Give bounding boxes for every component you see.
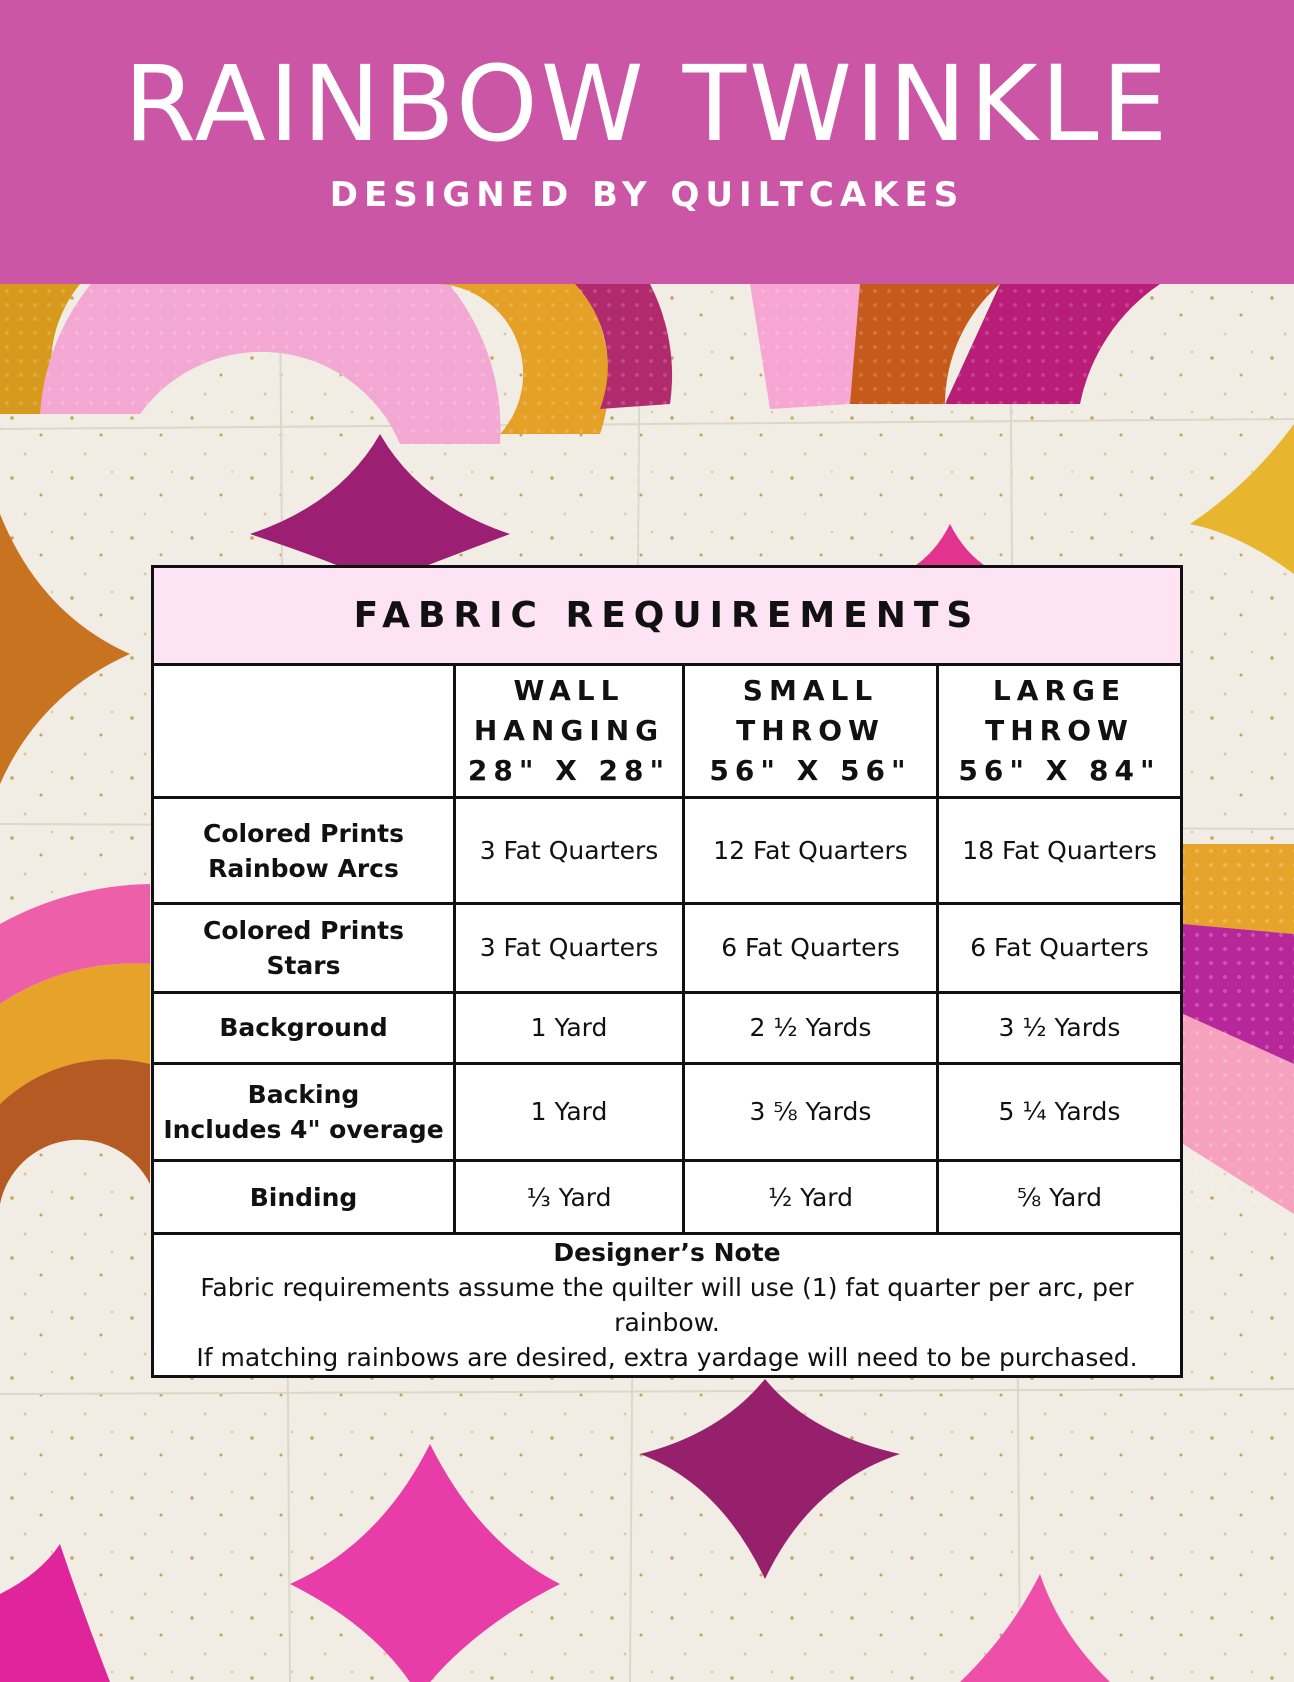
- row-label-line: Rainbow Arcs: [208, 853, 399, 883]
- table-cell: 1 Yard: [456, 994, 685, 1062]
- row-label: [154, 799, 456, 902]
- row-label-line: Colored Prints: [202, 818, 404, 848]
- table-cell: 3 Fat Quarters: [456, 905, 685, 991]
- designers-note: [154, 1235, 1180, 1375]
- table-cell: 12 Fat Quarters: [685, 799, 939, 902]
- header-banner: [0, 0, 1294, 284]
- column-header-size: 56" X 84": [958, 754, 1161, 787]
- table-cell: 6 Fat Quarters: [685, 905, 939, 991]
- table-cell: 3 Fat Quarters: [456, 799, 685, 902]
- note-text: Fabric requirements assume the quilter will use (1) fat quarter per arc, per rainbow.: [200, 1273, 1134, 1337]
- column-header-line: HANGING: [473, 714, 665, 747]
- table-row: [154, 994, 1180, 1065]
- table-cell: 3 ½ Yards: [998, 1013, 1121, 1043]
- fabric-requirements-table: [151, 565, 1183, 1378]
- table-cell: ½ Yard: [685, 1162, 939, 1232]
- column-header-small-throw: [685, 666, 939, 797]
- table-cell: 6 Fat Quarters: [970, 933, 1149, 963]
- row-label-line: Includes 4" overage: [163, 1114, 444, 1144]
- header-empty-cell: [154, 666, 456, 797]
- column-header-wall-hanging: [456, 666, 685, 797]
- column-header-line: THROW: [736, 714, 885, 747]
- note-title: Designer’s Note: [553, 1238, 781, 1267]
- table-title: FABRIC REQUIREMENTS: [154, 568, 1180, 666]
- column-header-large-throw: [939, 666, 1180, 797]
- table-header-row: [154, 666, 1180, 800]
- row-label-line: Stars: [266, 950, 341, 980]
- table-row: [154, 799, 1180, 905]
- table-cell: ⅝ Yard: [1016, 1182, 1103, 1212]
- column-header-line: SMALL: [742, 674, 879, 707]
- designer-credit: DESIGNED BY QUILTCAKES: [329, 175, 965, 215]
- table-cell: ⅓ Yard: [456, 1162, 685, 1232]
- row-label: [154, 1065, 456, 1160]
- page-title: RAINBOW TWINKLE: [123, 43, 1171, 165]
- table-row: [154, 905, 1180, 994]
- row-label: [154, 1162, 456, 1232]
- row-label-line: Backing: [247, 1079, 360, 1109]
- table-row: [154, 1065, 1180, 1163]
- table-cell: 5 ¼ Yards: [998, 1097, 1121, 1127]
- row-label-line: Background: [219, 1013, 388, 1043]
- row-label: [154, 905, 456, 991]
- column-header-line: WALL: [513, 674, 625, 707]
- column-header-size: 28" X 28": [467, 754, 671, 787]
- column-header-size: 56" X 56": [709, 754, 912, 787]
- row-label-line: Binding: [249, 1182, 358, 1212]
- table-row: [154, 1162, 1180, 1235]
- column-header-line: THROW: [985, 714, 1134, 747]
- table-cell: 3 ⅝ Yards: [685, 1065, 939, 1160]
- row-label: [154, 994, 456, 1062]
- row-label-line: Colored Prints: [202, 915, 404, 945]
- table-cell: 1 Yard: [456, 1065, 685, 1160]
- column-header-line: LARGE: [992, 674, 1127, 707]
- table-cell: 18 Fat Quarters: [962, 836, 1157, 866]
- table-cell: 2 ½ Yards: [685, 994, 939, 1062]
- note-text: If matching rainbows are desired, extra yardage will need to be purchased.: [196, 1343, 1138, 1372]
